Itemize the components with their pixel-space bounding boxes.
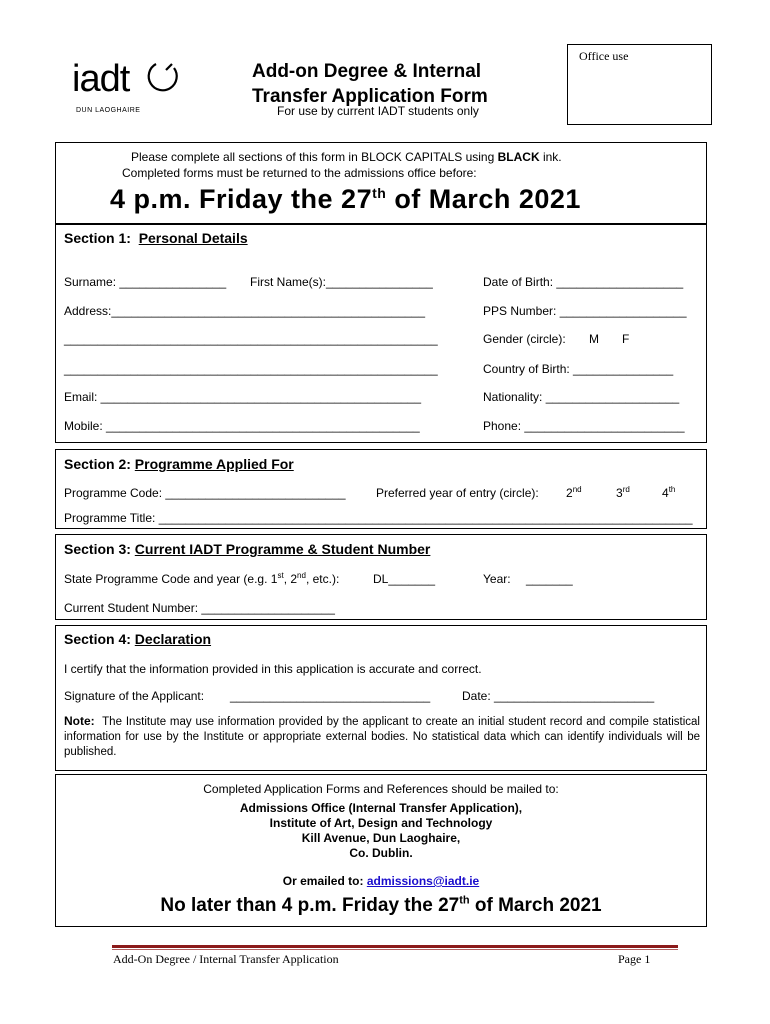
mailing-address xyxy=(56,801,706,861)
gender-f-option[interactable]: F xyxy=(622,332,630,346)
section-2-box xyxy=(55,449,707,529)
section-4-heading: Section 4: Declaration xyxy=(64,631,212,647)
address-line-3[interactable]: ________________________________________________________ xyxy=(64,362,438,376)
email-line: Or emailed to: admissions@iadt.ie xyxy=(282,874,480,888)
form-subtitle: For use by current IADT students only xyxy=(277,104,479,118)
iadt-logo xyxy=(72,58,192,118)
date-field[interactable]: Date: ________________________ xyxy=(462,689,655,703)
final-deadline: No later than 4 p.m. Friday the 27th of March 2021 xyxy=(160,894,602,916)
programme-code-field[interactable]: Programme Code: ___________________________ xyxy=(64,486,346,500)
preferred-year-label: Preferred year of entry (circle): xyxy=(376,486,539,500)
address-line-3: Kill Avenue, Dun Laoghaire, xyxy=(301,831,461,845)
gender-label: Gender (circle): xyxy=(483,332,566,346)
year-3rd-option[interactable]: 3rd xyxy=(616,485,630,500)
address-line-4: Co. Dublin. xyxy=(349,846,413,860)
pps-number-field[interactable]: PPS Number: ___________________ xyxy=(483,304,687,318)
dl-code-field[interactable]: DL_______ xyxy=(373,572,436,586)
section-3-box xyxy=(55,534,707,620)
gender-m-option[interactable]: M xyxy=(589,332,599,346)
black-emphasis: BLACK xyxy=(497,150,540,164)
year-4th-option[interactable]: 4th xyxy=(662,485,676,500)
section-1-box xyxy=(55,223,707,443)
title-line-2: Transfer Application Form xyxy=(252,86,488,107)
nationality-field[interactable]: Nationality: ____________________ xyxy=(483,390,680,404)
address-field[interactable]: Address:_______________________________________________ xyxy=(64,304,426,318)
note-label: Note: xyxy=(64,714,95,728)
section-3-heading: Section 3: Current IADT Programme & Student Number xyxy=(64,541,431,557)
email-field[interactable]: Email: ________________________________________________ xyxy=(64,390,422,404)
intro-line-1: Please complete all sections of this form in BLOCK CAPITALS using BLACK ink. xyxy=(131,150,562,164)
admissions-email-link[interactable]: admissions@iadt.ie xyxy=(366,874,480,888)
intro-line-2: Completed forms must be returned to the admissions office before: xyxy=(122,166,477,180)
office-use-box xyxy=(567,44,712,125)
certify-statement: I certify that the information provided in this application is accurate and correct. xyxy=(64,662,482,676)
signature-label: Signature of the Applicant: xyxy=(64,689,205,703)
year-label: Year: xyxy=(483,572,511,586)
page-number: Page 1 xyxy=(618,952,651,966)
note-paragraph: Note: The Institute may use information provided by the applicant to create an initial student record and compile statistical information for use by the Institute or appropriate external bodies. No statistical data which can identify individuals will be published. xyxy=(64,714,700,758)
logo-subtext: DUN LAOGHAIRE xyxy=(76,107,141,114)
section-4-box xyxy=(55,625,707,771)
office-use-label: Office use xyxy=(579,49,629,63)
mailing-box xyxy=(55,774,707,927)
date-of-birth-field[interactable]: Date of Birth: ___________________ xyxy=(483,275,684,289)
phone-field[interactable]: Phone: ________________________ xyxy=(483,419,685,433)
footer-rule xyxy=(112,945,678,948)
intro-box xyxy=(55,142,707,225)
state-programme-code-label: State Programme Code and year (e.g. 1st, 2nd, etc.): xyxy=(64,571,340,586)
logo-text: iadt xyxy=(72,58,130,100)
logo-circle-icon xyxy=(144,60,184,96)
footer-title: Add-On Degree / Internal Transfer Application xyxy=(113,952,339,966)
country-of-birth-field[interactable]: Country of Birth: _______________ xyxy=(483,362,674,376)
year-field[interactable]: _______ xyxy=(526,572,573,586)
address-line-2: Institute of Art, Design and Technology xyxy=(269,816,493,830)
signature-field[interactable]: ______________________________ xyxy=(230,689,431,703)
deadline-heading: 4 p.m. Friday the 27th of March 2021 xyxy=(110,184,581,214)
student-number-field[interactable]: Current Student Number: ____________________ xyxy=(64,601,335,615)
address-line-1: Admissions Office (Internal Transfer Application), xyxy=(239,801,523,815)
section-1-heading: Section 1: Personal Details xyxy=(64,230,248,246)
address-line-2[interactable]: ________________________________________________________ xyxy=(64,332,438,346)
section-2-heading: Section 2: Programme Applied For xyxy=(64,456,294,472)
form-title xyxy=(252,59,488,109)
first-name-field[interactable]: First Name(s):________________ xyxy=(250,275,433,289)
surname-field[interactable]: Surname: ________________ xyxy=(64,275,227,289)
programme-title-field[interactable]: Programme Title: ________________________________________________________________________________ xyxy=(64,511,693,525)
mobile-field[interactable]: Mobile: _______________________________________________ xyxy=(64,419,420,433)
year-2nd-option[interactable]: 2nd xyxy=(566,485,582,500)
title-line-1: Add-on Degree & Internal xyxy=(252,61,482,82)
mailing-intro: Completed Application Forms and References should be mailed to: xyxy=(203,782,559,796)
footer-rule-shadow xyxy=(112,949,678,950)
